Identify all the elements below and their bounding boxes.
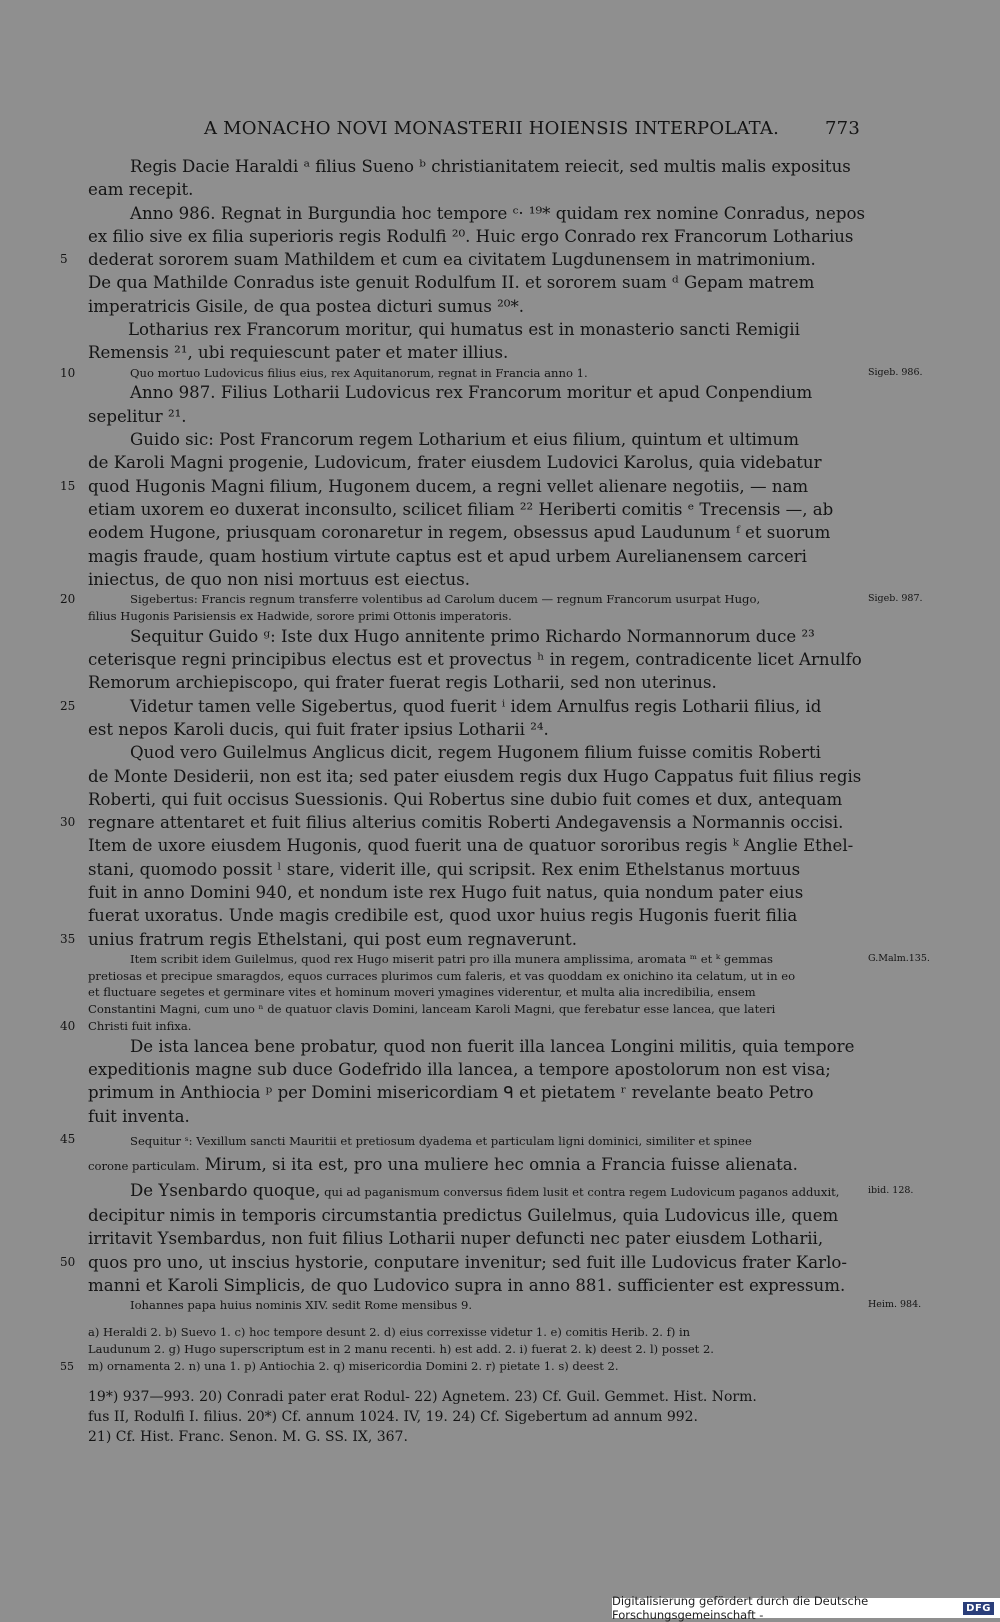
annotation-notes — [88, 1387, 860, 1447]
quoted-source-line — [88, 968, 860, 985]
line-text: de Karoli Magni progenie, Ludovicum, frater eiusdem Ludovici Karolus, quia videbatur — [88, 453, 822, 473]
line-text: fuit inventa. — [88, 1106, 190, 1126]
line-text: quod Hugonis Magni filium, Hugonem ducem, a regni vellet alienare negotiis, — nam — [88, 476, 809, 496]
line-text: pretiosas et precipue smaragdos, equos curraces plurimos cum faleris, et vas quoddam ex onichino ita celatum, ut in eo — [88, 968, 796, 983]
text-line — [88, 1204, 860, 1227]
line-text: ceterisque regni principibus electus est et provectus ʰ in regem, contradicente licet Arnulfo — [88, 650, 862, 670]
annotation-line: 21) Cf. Hist. Franc. Senon. M. G. SS. IX, 367. — [88, 1428, 408, 1445]
credit-text: Digitalisierung gefördert durch die Deutsche Forschungsgemeinschaft - — [612, 1594, 869, 1622]
text-line — [88, 271, 860, 294]
line-text: de Monte Desiderii, non est ita; sed pater eiusdem regis dux Hugo Cappatus fuit filius regis — [88, 766, 862, 786]
line-text: De Ysenbardo quoque, — [130, 1180, 321, 1200]
note-text: Laudunum 2. g) Hugo superscriptum est in 2 manu recenti. h) est add. 2. i) fuerat 2. k) deest 2. l) posset 2. — [88, 1341, 714, 1356]
line-text: Roberti, qui fuit occisus Suessionis. Qui Robertus sine dubio fuit comes et dux, antequam — [88, 789, 843, 809]
line-text: manni et Karoli Simplicis, de quo Ludovico supra in anno 881. sufficienter est expressum. — [88, 1275, 846, 1295]
note-text: a) Heraldi 2. b) Suevo 1. c) hoc tempore desunt 2. d) eius correxisse videtur 1. e) comitis Herib. 2. f) in — [88, 1324, 691, 1339]
line-number: 30 — [60, 815, 76, 830]
quoted-source-line — [88, 608, 860, 625]
text-line — [60, 695, 860, 718]
text-line — [88, 381, 860, 404]
line-number: 55 — [60, 1359, 74, 1373]
main-text — [60, 155, 930, 1447]
text-line — [88, 1081, 860, 1104]
line-number: 35 — [60, 931, 76, 946]
line-text: Anno 987. Filius Lotharii Ludovicus rex Francorum moritur et apud Conpendium — [130, 383, 813, 403]
text-line — [60, 475, 860, 498]
line-text: Christi fuit infixa. — [88, 1019, 192, 1034]
line-number: 25 — [60, 698, 76, 713]
text-line — [88, 718, 860, 741]
note-text: m) ornamenta 2. n) una 1. p) Antiochia 2. q) misericordia Domini 2. r) pietate 1. s) deest 2. — [88, 1358, 619, 1373]
line-text: stani, quomodo possit ˡ stare, viderit ille, qui scripsit. Rex enim Ethelstanus mortuus — [88, 859, 801, 879]
text-line — [88, 178, 860, 201]
text-line — [88, 741, 860, 764]
line-text: Regis Dacie Haraldi ᵃ filius Sueno ᵇ christianitatem reiecit, sed multis malis expositus — [130, 157, 851, 176]
line-text: Quo mortuo Ludovicus filius eius, rex Aquitanorum, regnat in Francia anno 1. — [130, 365, 588, 380]
variant-note-line — [60, 1358, 860, 1375]
line-text: iniectus, de quo non nisi mortuus est eiectus. — [88, 569, 471, 589]
line-text: irritavit Ysembardus, non fuit filius Lotharii nuper defuncti nec pater eiusdem Lotharii, — [88, 1229, 824, 1249]
quoted-source-line — [88, 1297, 922, 1314]
line-text: Sigebertus: Francis regnum transferre volentibus ad Carolum ducem — regnum Francorum usurpat Hugo, — [130, 592, 761, 607]
line-text: Lotharius rex Francorum moritur, qui humatus est in monasterio sancti Remigii — [128, 320, 800, 340]
text-line — [60, 1128, 860, 1153]
line-text: Anno 986. Regnat in Burgundia hoc tempore ᶜ· ¹⁹* quidam rex nomine Conradus, nepos — [130, 203, 865, 223]
text-line — [88, 521, 860, 544]
text-line — [88, 498, 860, 521]
line-text: etiam uxorem eo duxerat inconsulto, scilicet filiam ²² Heriberti comitis ᵉ Trecensis —, ab — [88, 499, 834, 519]
text-line — [88, 671, 860, 694]
line-text: eam recepit. — [88, 180, 194, 200]
text-line — [88, 295, 860, 318]
variant-note-line — [88, 1324, 860, 1341]
page-number: 773 — [825, 118, 860, 139]
text-line — [88, 1227, 860, 1250]
text-line — [88, 765, 860, 788]
line-number: 20 — [60, 592, 76, 607]
line-text: et fluctuare segetes et germinare vites et hominum moveri ymagines viderentur, et multa alia incredibilia, ensem — [88, 985, 756, 1000]
text-line — [88, 225, 860, 248]
line-number: 50 — [60, 1254, 76, 1269]
line-text: decipitur nimis in temporis circumstantia predictus Guilelmus, quia Ludovicus ille, quem — [88, 1205, 839, 1225]
text-line — [88, 1179, 914, 1204]
line-text: De qua Mathilde Conradus iste genuit Rodulfum II. et sororem suam ᵈ Gepam matrem — [88, 273, 815, 293]
line-text: Sequitur Guido ᵍ: Iste dux Hugo annitente primo Richardo Normannorum duce ²³ — [130, 626, 815, 646]
digitization-credit — [612, 1594, 1000, 1622]
text-line — [60, 928, 860, 951]
text-line — [60, 1251, 860, 1274]
line-text: Mirum, si ita est, pro una muliere hec omnia a Francia fuisse alienata. — [199, 1155, 798, 1175]
text-line — [88, 1274, 860, 1297]
text-line — [88, 881, 860, 904]
line-number: 10 — [60, 365, 76, 380]
quoted-source-line — [60, 365, 923, 382]
line-text: Remorum archiepiscopo, qui frater fuerat regis Lotharii, sed non uterinus. — [88, 673, 717, 693]
text-line — [88, 568, 860, 591]
quoted-source-line — [60, 591, 923, 608]
line-text: eodem Hugone, priusquam coronaretur in regem, obsessus apud Laudunum ᶠ et suorum — [88, 523, 831, 543]
line-text: quos pro uno, ut inscius hystorie, conputare invenitur; sed fuit ille Ludovicus frater Karlo- — [88, 1252, 847, 1272]
margin-reference: Heim. 984. — [868, 1299, 922, 1311]
quoted-source-text: Sequitur ˢ: Vexillum sancti Mauritii et pretiosum dyadema et particulam ligni dominici, similiter et spinee — [130, 1134, 752, 1149]
margin-reference: Sigeb. 986. — [868, 366, 923, 378]
text-line — [88, 202, 865, 225]
dfg-logo: DFG — [963, 1602, 994, 1615]
margin-reference: G.Malm.135. — [868, 952, 930, 964]
variant-notes — [60, 1324, 860, 1375]
line-text: fuit in anno Domini 940, et nondum iste rex Hugo fuit natus, quia nondum pater eius — [88, 883, 804, 902]
quoted-source-text: corone particulam. — [88, 1159, 200, 1174]
line-number: 40 — [60, 1019, 76, 1034]
line-text: sepelitur ²¹. — [88, 406, 187, 426]
line-text: Quod vero Guilelmus Anglicus dicit, regem Hugonem filium fuisse comitis Roberti — [130, 743, 821, 763]
line-text: dederat sororem suam Mathildem et cum ea civitatem Lugdunensem in matrimonium. — [88, 250, 816, 270]
text-line — [88, 318, 860, 341]
line-text: fuerat uxoratus. Unde magis credibile est, quod uxor huius regis Hugonis fuerit filia — [88, 906, 798, 926]
line-text: ex filio sive ex filia superioris regis Rodulfi ²⁰. Huic ergo Conrado rex Francorum Lotharius — [88, 226, 854, 246]
line-text: imperatricis Gisile, de qua postea dicturi sumus ²⁰*. — [88, 296, 525, 316]
line-text: unius fratrum regis Ethelstani, qui post eum regnaverunt. — [88, 929, 577, 949]
line-text: Item de uxore eiusdem Hugonis, quod fuerit una de quatuor sororibus regis ᵏ Anglie Ethel- — [88, 836, 854, 856]
running-title: A MONACHO NOVI MONASTERII HOIENSIS INTERPOLATA. — [204, 118, 780, 139]
line-text: est nepos Karoli ducis, qui fuit frater ipsius Lotharii ²⁴. — [88, 719, 549, 739]
text-line — [88, 1105, 860, 1128]
line-text: De ista lancea bene probatur, quod non fuerit illa lancea Longini militis, quia tempore — [130, 1036, 855, 1056]
margin-reference: Sigeb. 987. — [868, 593, 923, 605]
line-number: 15 — [60, 478, 76, 493]
text-line — [88, 1058, 860, 1081]
variant-note-line — [88, 1341, 860, 1358]
quoted-source-line — [88, 984, 860, 1001]
text-line — [88, 1153, 860, 1178]
line-text: Item scribit idem Guilelmus, quod rex Hugo miserit patri pro illa munera amplissima, aromata ᵐ et ᵏ gemmas — [130, 951, 773, 966]
text-line — [60, 811, 860, 834]
text-line — [88, 788, 860, 811]
text-line — [88, 648, 860, 671]
line-text: Guido sic: Post Francorum regem Lotharium et eius filium, quintum et ultimum — [130, 430, 799, 450]
text-line — [88, 428, 860, 451]
line-text: Constantini Magni, cum uno ⁿ de quatuor clavis Domini, lanceam Karoli Magni, que ferebatur esse lancea, que lateri — [88, 1002, 776, 1017]
quoted-source-line — [88, 951, 930, 968]
text-line — [88, 625, 860, 648]
line-text: magis fraude, quam hostium virtute captus est et apud urbem Aurelianensem carceri — [88, 546, 807, 566]
text-line — [60, 248, 860, 271]
text-line — [88, 451, 860, 474]
text-line — [88, 904, 860, 927]
quoted-source-text: qui ad paganismum conversus fidem lusit et contra regem Ludovicum paganos adduxit, — [320, 1184, 840, 1199]
text-line — [88, 155, 860, 178]
line-text: Remensis ²¹, ubi requiescunt pater et mater illius. — [88, 343, 509, 363]
text-line — [88, 834, 860, 857]
running-header — [200, 118, 860, 142]
line-text: filius Hugonis Parisiensis ex Hadwide, sorore primi Ottonis imperatoris. — [88, 608, 512, 623]
text-line — [88, 1035, 860, 1058]
text-line — [88, 341, 860, 364]
line-text: primum in Anthiocia ᵖ per Domini misericordiam ᑫ et pietatem ʳ revelante beato Petro — [88, 1083, 814, 1103]
line-text: Iohannes papa huius nominis XIV. sedit Rome mensibus 9. — [130, 1298, 473, 1313]
annotation-line: 19*) 937—993. 20) Conradi pater erat Rodul- 22) Agnetem. 23) Cf. Guil. Gemmet. Hist. Norm. — [88, 1388, 757, 1405]
text-line — [88, 405, 860, 428]
annotation-line: fus II, Rodulfi I. filius. 20*) Cf. annum 1024. IV, 19. 24) Cf. Sigebertum ad annum 992. — [88, 1408, 699, 1425]
line-text: Videtur tamen velle Sigebertus, quod fuerit ⁱ idem Arnulfus regis Lotharii filius, id — [130, 696, 822, 716]
line-number: 45 — [60, 1132, 76, 1147]
line-number: 5 — [60, 252, 68, 267]
text-line — [88, 858, 860, 881]
margin-reference: ibid. 128. — [868, 1184, 914, 1196]
quoted-source-line — [60, 1018, 860, 1035]
quoted-source-line — [88, 1001, 860, 1018]
line-text: regnare attentaret et fuit filius alterius comitis Roberti Andegavensis a Normannis occisi. — [88, 813, 844, 833]
line-text: expeditionis magne sub duce Godefrido illa lancea, a tempore apostolorum non est visa; — [88, 1060, 831, 1080]
text-line — [88, 545, 860, 568]
